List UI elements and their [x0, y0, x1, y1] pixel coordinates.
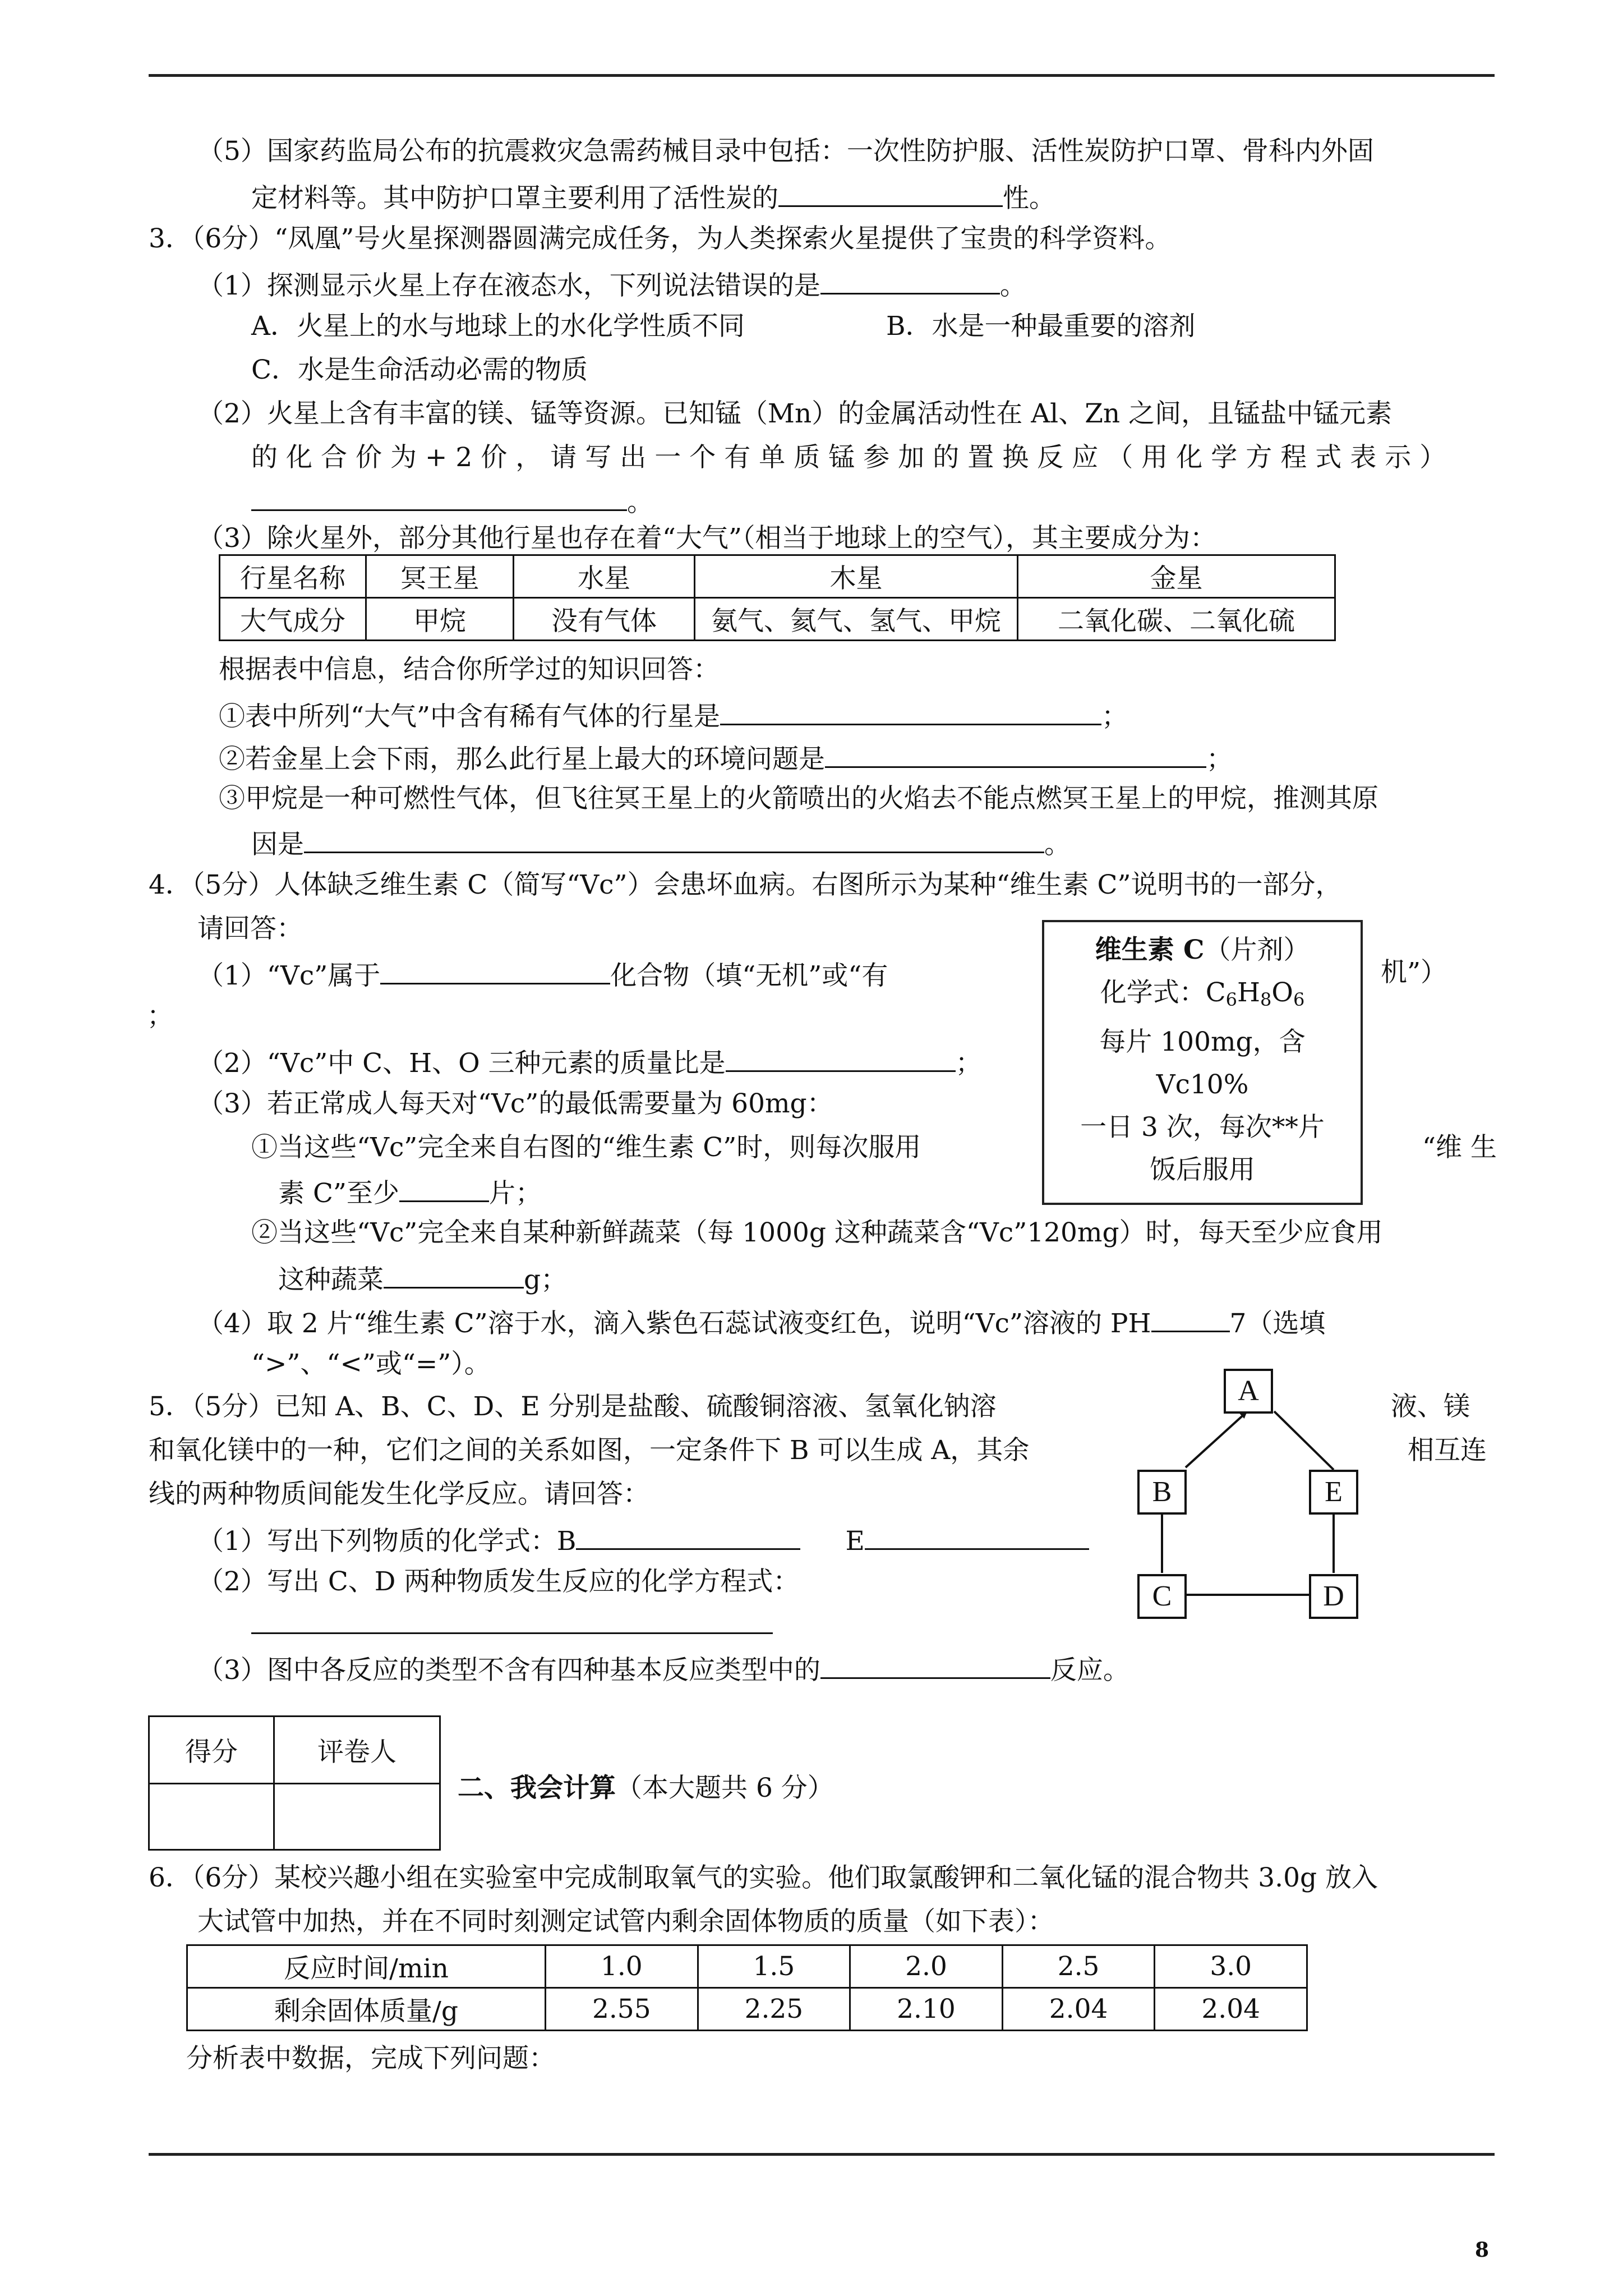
q6-line2: 大试管中加热，并在不同时刻测定试管内剩余固体物质的质量（如下表）： [197, 1906, 1054, 1937]
q4-ask: 请回答： [197, 913, 303, 944]
q3-3a: ①表中所列“大气”中含有稀有气体的行星是 ； [219, 697, 1128, 734]
q5-line1: 5．（5分）已知 A、B、C、D、E 分别是盐酸、硫酸铜溶液、氢氧化钠溶 [149, 1391, 997, 1422]
q4-3a-line1: ①当这些“Vc”完全来自右图的“维生素 C”时，则每次服用 [251, 1132, 921, 1163]
q2-5-line2: 定材料等。其中防护口罩主要利用了活性炭的 性。 [251, 178, 1055, 215]
score-box [148, 1715, 441, 1851]
score-field[interactable] [149, 1784, 274, 1850]
node-b: B [1137, 1470, 1187, 1515]
q3-3c-line2: 因是 。 [251, 825, 1071, 862]
table-cell: 2.0 [850, 1945, 1003, 1988]
vitamin-c-instruction: 饭后服用 [1150, 1154, 1255, 1185]
table-cell: 2.10 [850, 1988, 1003, 2031]
grader-field[interactable] [274, 1784, 440, 1850]
q3-option-a: A．火星上的水与地球上的水化学性质不同 [251, 311, 745, 342]
table-cell: 2.55 [546, 1988, 698, 2031]
q5-3: （3）图中各反应的类型不含有四种基本反应类型中的 反应。 [197, 1650, 1129, 1687]
vitamin-c-content: Vc10% [1156, 1069, 1249, 1100]
node-c: C [1137, 1574, 1187, 1619]
score-label: 得分 [149, 1717, 274, 1784]
table-cell: 没有气体 [514, 598, 695, 641]
q4-1-semicolon: ； [147, 1001, 173, 1032]
line-a-e [1274, 1411, 1334, 1470]
q6-line1: 6．（6分）某校兴趣小组在实验室中完成制取氧气的实验。他们取氯酸钾和二氧化锰的混合物共 3.0g 放入 [149, 1862, 1378, 1893]
vitamin-c-title: 维生素 C [1095, 935, 1205, 965]
reaction-data-table [186, 1944, 1308, 2031]
q3-option-b: B．水是一种最重要的溶剂 [886, 311, 1196, 342]
table-cell: 金星 [1018, 555, 1335, 598]
q3-3b: ②若金星上会下雨，那么此行星上最大的环境问题是 ； [219, 739, 1233, 776]
q5-line2-right: 相互连 [1408, 1435, 1487, 1466]
table-cell: 氨气、氦气、氢气、甲烷 [695, 598, 1018, 641]
vitamin-c-title-note: （片剂） [1204, 935, 1310, 965]
q3-1: （1）探测显示火星上存在液态水，下列说法错误的是 。 [197, 266, 1026, 303]
vitamin-c-dose: 每片 100mg，含 [1099, 1027, 1306, 1057]
q6-after-table: 分析表中数据，完成下列问题： [186, 2043, 555, 2074]
table-cell: 3.0 [1155, 1945, 1307, 1988]
node-e: E [1309, 1470, 1358, 1515]
table-cell: 2.04 [1002, 1988, 1155, 2031]
section-2-heading: 二、我会计算（本大题共 6 分） [458, 1773, 834, 1803]
q5-line3: 线的两种物质间能发生化学反应。请回答： [149, 1479, 649, 1510]
table-cell: 1.0 [546, 1945, 698, 1988]
node-a: A [1224, 1369, 1273, 1414]
table-cell: 1.5 [698, 1945, 850, 1988]
q4-2: （2）“Vc”中 C、H、O 三种元素的质量比是 ； [197, 1043, 982, 1080]
q3-2-line2: 的化合价为+2价，请写出一个有单质锰参加的置换反应（用化学方程式表示） [251, 442, 1455, 473]
q5-line1-right: 液、镁 [1391, 1391, 1470, 1422]
q3-2-line1: （2）火星上含有丰富的镁、锰等资源。已知锰（Mn）的金属活动性在 Al、Zn 之间，且锰盐中锰元素 [197, 398, 1393, 429]
q3-3-intro: （3）除火星外，部分其他行星也存在着“大气”（相当于地球上的空气），其主要成分为： [197, 523, 1216, 554]
q4-3b-line1: ②当这些“Vc”完全来自某种新鲜蔬菜（每 1000g 这种蔬菜含“Vc”120mg）时，每天至少应食用 [251, 1217, 1383, 1248]
q4-3a-right: “维 生 [1422, 1132, 1497, 1163]
q4-4-line1: （4）取 2 片“维生素 C”溶于水，滴入紫色石蕊试液变红色，说明“Vc”溶液的 PH 7（选填 [197, 1304, 1325, 1341]
table-cell: 冥王星 [366, 555, 514, 598]
table-cell: 剩余固体质量/g [187, 1988, 546, 2031]
table-cell: 2.25 [698, 1988, 850, 2031]
q4-header: 4．（5分）人体缺乏维生素 C（简写“Vc”）会患坏血病。右图所示为某种“维生素 C”说明书的一部分， [149, 869, 1342, 900]
table-cell: 木星 [695, 555, 1018, 598]
q4-4-line2: “>”、“<”或“=”）。 [251, 1349, 491, 1379]
table-cell: 甲烷 [366, 598, 514, 641]
page-number: 8 [1475, 2238, 1490, 2262]
q4-1-right: 机”） [1381, 957, 1447, 988]
q3-3c-line1: ③甲烷是一种可燃性气体，但飞往冥王星上的火箭喷出的火焰去不能点燃冥王星上的甲烷，推测其原 [219, 783, 1378, 814]
q3-2-line3: 。 [251, 482, 653, 519]
table-cell: 2.5 [1002, 1945, 1155, 1988]
table-cell: 反应时间/min [187, 1945, 546, 1988]
table-cell: 水星 [514, 555, 695, 598]
vitamin-c-formula: 化学式：$C_6H_8O_6$ [1100, 977, 1305, 1010]
q4-3: （3）若正常成人每天对“Vc”的最低需要量为 60mg： [197, 1088, 833, 1119]
vitamin-c-frequency: 一日 3 次，每次**片 [1080, 1112, 1325, 1143]
q4-3b-line2: 这种蔬菜 g； [278, 1260, 567, 1297]
q3-after-table: 根据表中信息，结合你所学过的知识回答： [219, 654, 720, 685]
table-cell: 大气成分 [220, 598, 366, 641]
table-cell: 二氧化碳、二氧化硫 [1018, 598, 1335, 641]
node-d: D [1309, 1574, 1358, 1619]
q4-3a-line2: 素 C”至少 片； [278, 1174, 542, 1211]
q2-5-line1: （5）国家药监局公布的抗震救灾急需药械目录中包括：一次性防护服、活性炭防护口罩、骨科内外固 [197, 136, 1374, 167]
bottom-rule [149, 2153, 1495, 2156]
q5-1: （1）写出下列物质的化学式：B E [197, 1521, 1089, 1558]
q4-1: （1）“Vc”属于 化合物（填“无机”或“有 [197, 956, 888, 993]
q3-header: 3．（6分）“凤凰”号火星探测器圆满完成任务，为人类探索火星提供了宝贵的科学资料。 [149, 223, 1172, 254]
q5-line2: 和氧化镁中的一种，它们之间的关系如图，一定条件下 B 可以生成 A，其余 [149, 1435, 1030, 1466]
grader-label: 评卷人 [274, 1717, 440, 1784]
q3-option-c: C．水是生命活动必需的物质 [251, 355, 588, 385]
arrow-b-to-a [1186, 1412, 1246, 1467]
table-cell: 2.04 [1155, 1988, 1307, 2031]
q5-2: （2）写出 C、D 两种物质发生反应的化学方程式： [197, 1566, 800, 1597]
table-cell: 行星名称 [220, 555, 366, 598]
